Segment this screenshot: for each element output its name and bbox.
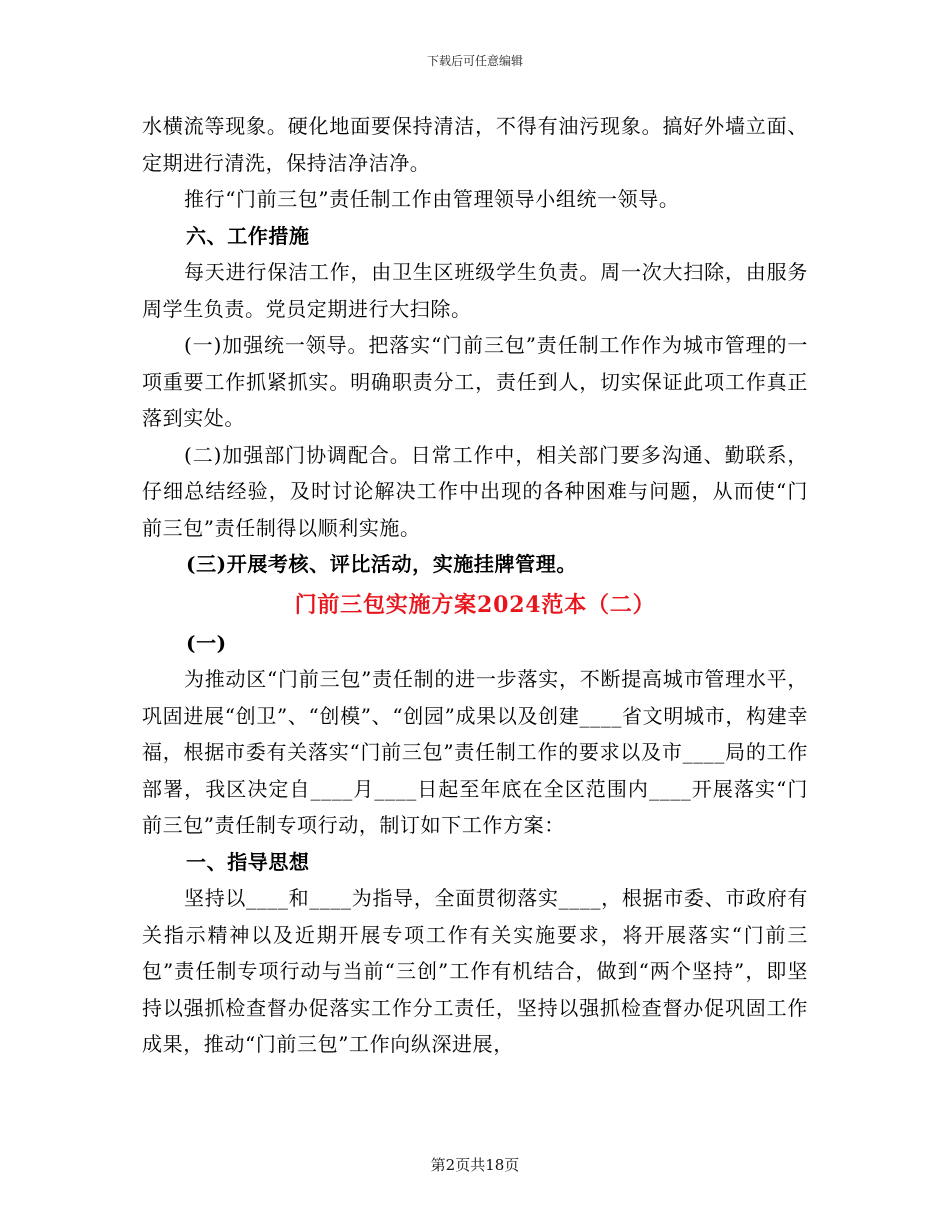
heading-guiding-ideology: 一、指导思想: [186, 849, 310, 874]
paragraph-background: 为推动区“门前三包”责任制的进一步落实，不断提高城市管理水平，巩固进展“创卫”、“创模”、“创园”成果以及创建____省文明城市，构建幸福，根据市委有关落实“门前三包”责任制工作的要求以及市____局的工作部署，我区决定自____月____日起至年底在全区范围内____开展落实“门前三包”责任制专项行动，制订如下工作方案：: [142, 667, 808, 837]
page-header: 下载后可任意编辑: [426, 54, 523, 68]
paragraph-coordination: (二)加强部门协调配合。日常工作中，相关部门要多沟通、勤联系，仔细总结经验，及时讨论解决工作中出现的各种困难与问题，从而使“门前三包”责任制得以顺利实施。: [142, 442, 808, 540]
paragraph-unified-leadership: (一)加强统一领导。把落实“门前三包”责任制工作作为城市管理的一项重要工作抓紧抓实。明确职责分工，责任到人，切实保证此项工作真正落到实处。: [142, 333, 808, 430]
heading-part-one: (一): [186, 630, 227, 655]
document-body: [142, 108, 808, 1063]
paragraph-cleaning: 每天进行保洁工作，由卫生区班级学生负责。周一次大扫除，由服务周学生负责。党员定期进行大扫除。: [142, 260, 808, 321]
paragraph-continuation: 水横流等现象。硬化地面要保持清洁，不得有油污现象。搞好外墙立面、定期进行清洗，保持洁净洁净。: [142, 114, 808, 175]
heading-work-measures: 六、工作措施: [186, 223, 310, 248]
page-footer: 第2页共18页: [430, 1156, 520, 1174]
paragraph-guiding-ideology: 坚持以____和____为指导，全面贯彻落实____，根据市委、市政府有关指示精神以及近期开展专项工作有关实施要求，将开展落实“门前三包”责任制专项行动与当前“三创”工作有机结合，做到“两个坚持”，即坚持以强抓检查督办促落实工作分工责任，坚持以强抓检查督办促巩固工作成果，推动“门前三包”工作向纵深进展，: [142, 886, 808, 1056]
heading-assessment: (三)开展考核、评比活动，实施挂牌管理。: [186, 552, 577, 576]
paragraph-leadership: 推行“门前三包”责任制工作由管理领导小组统一领导。: [184, 187, 680, 211]
section-title: 门前三包实施方案2024范本（二）: [294, 591, 656, 618]
